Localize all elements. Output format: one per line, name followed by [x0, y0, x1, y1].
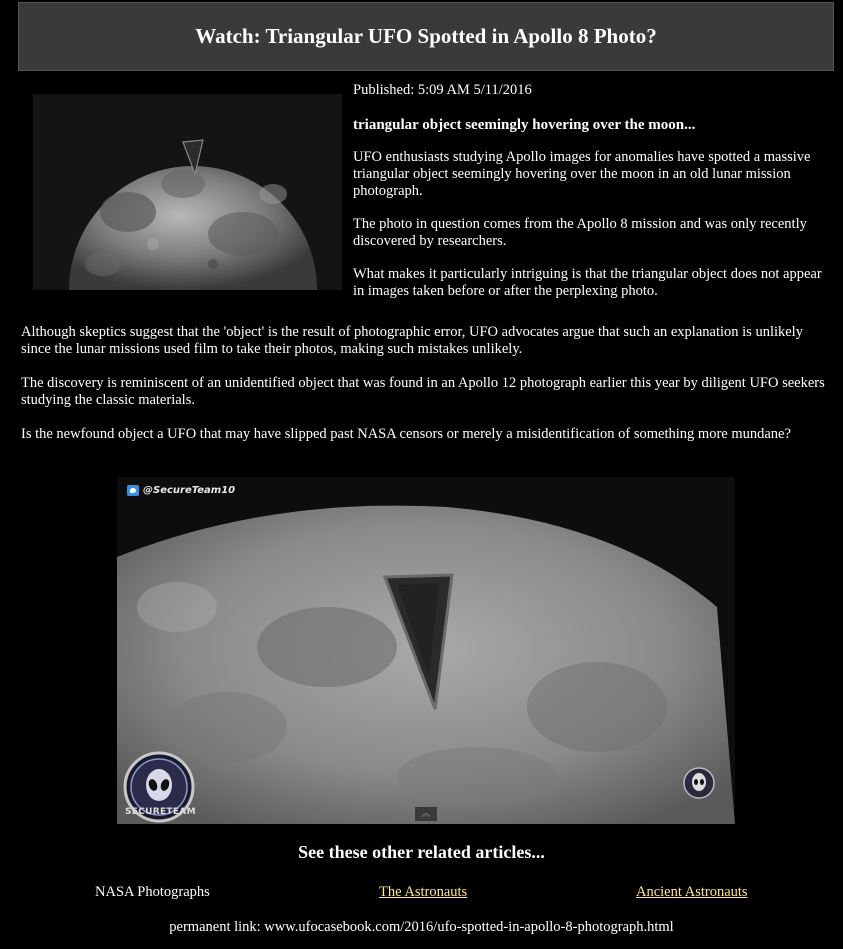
page-title: Watch: Triangular UFO Spotted in Apollo 8 Photo? [195, 24, 657, 48]
video-still-image[interactable] [117, 477, 735, 824]
published-date: Published: 5:09 AM 5/11/2016 [353, 82, 532, 98]
related-item-nasa-photographs: NASA Photographs [95, 884, 210, 900]
related-link-ancient-astronauts[interactable]: Ancient Astronauts [636, 884, 748, 900]
paragraph: The photo in question comes from the Apollo 8 mission and was only recently discovered by researchers. [353, 216, 807, 249]
logo-text: SECURETEAM [125, 807, 196, 817]
paragraph: Although skeptics suggest that the 'object' is the result of photographic error, UFO advocates argue that such an explanation is unlikely since the lunar missions used film to take their photos, making such mistakes unlikely. [21, 324, 803, 357]
related-link-the-astronauts[interactable]: The Astronauts [379, 884, 468, 900]
handle-text: @SecureTeam10 [143, 485, 236, 496]
paragraph: UFO enthusiasts studying Apollo images for anomalies have spotted a massive triangular object seemingly hovering over the moon in an old lunar mission photograph. [353, 149, 811, 199]
expand-chevron-icon[interactable]: ︽ [415, 807, 437, 821]
twitter-icon [127, 485, 139, 496]
twitter-handle [127, 485, 235, 496]
moon-thumbnail-image[interactable] [33, 94, 342, 290]
article-body [21, 324, 833, 460]
paragraph: What makes it particularly intriguing is that the triangular object does not appear in images taken before or after the perplexing photo. [353, 266, 822, 299]
permanent-link[interactable]: permanent link: www.ufocasebook.com/2016/ufo-spotted-in-apollo-8-photograph.html [169, 919, 674, 935]
article-intro [353, 82, 823, 316]
paragraph: Is the newfound object a UFO that may have slipped past NASA censors or merely a misidentification of something more mundane? [21, 426, 791, 442]
paragraph: The discovery is reminiscent of an unidentified object that was found in an Apollo 12 photograph earlier this year by diligent UFO seekers studying the classic materials. [21, 375, 825, 408]
alien-logo-icon [683, 767, 715, 799]
article-subhead: triangular object seemingly hovering over the moon... [353, 117, 696, 133]
related-heading: See these other related articles... [298, 842, 545, 862]
title-bar [18, 2, 834, 71]
